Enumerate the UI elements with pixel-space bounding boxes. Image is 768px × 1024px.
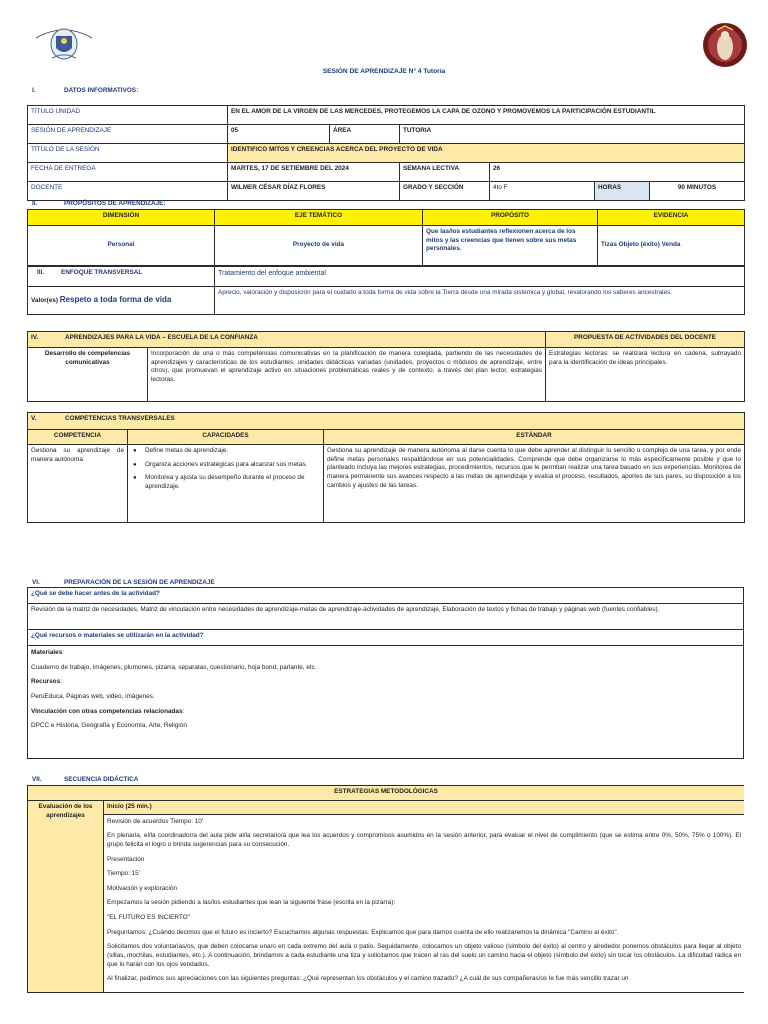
- horas-value: 90 MINUTOS: [650, 182, 745, 201]
- section-number: III.: [37, 269, 45, 276]
- col-header-estandar: ESTÁNDAR: [324, 430, 745, 445]
- section-3-heading: [28, 267, 215, 287]
- vinculacion-label: Vinculación con otras competencias relacionadas: [31, 707, 183, 715]
- competencias-table: [27, 412, 744, 523]
- section-number: II.: [32, 200, 38, 207]
- paragraph: Empezamos la sesión pidiendo a las/los estudiantes que lean la siguiente frase (escrita en la pizarra):: [107, 899, 396, 907]
- col-header-eje: EJE TEMÁTICO: [215, 210, 423, 226]
- section-number: VI.: [32, 579, 40, 586]
- valor-name: Respeto a toda forma de vida: [59, 295, 172, 305]
- col-header-competencia: COMPETENCIA: [28, 430, 128, 445]
- section-title: PROPÓSITOS DE APRENDIZAJE:: [64, 200, 166, 207]
- enfoque-table: [27, 266, 744, 315]
- section-4-heading: [28, 332, 546, 348]
- fecha-value: MARTES, 17 DE SETIEMBRE DEL 2024: [228, 163, 400, 182]
- section-number: I.: [32, 87, 36, 94]
- answer-2: Materiales: Cuaderno de trabajo, imágenes, plumones, pizarra, separatas, cuestionario, hoja bond, parlante, etc. Recursos: PerúEduca, Páginas web, video, imágenes. Vinculación con otras competencias relacionadas: DPCC e Historia, Geografía y Economía, Arte, Religión: [28, 646, 744, 759]
- section-number: IV.: [31, 334, 39, 341]
- materiales-label: Materiales: [31, 649, 63, 656]
- fecha-label: FECHA DE ENTREGA: [28, 163, 228, 182]
- section-number: V.: [31, 415, 37, 422]
- section-title: ENFOQUE TRANSVERSAL: [61, 269, 143, 276]
- paragraph: Solicitamos dos voluntarias/os, que deben colocarse una/o en cada extremo del aula o patio. Seguidamente, colocamos un objeto valioso (símbolo del éxito) al centro y alrededor ponemos obstáculos para llegar al objeto (sillas, mochilas, estudiantes, etc.). A continuación, brindamos a cada estudiante una tiza y solicitamos que tracen al ras del suelo un camino hacia el objeto (símbolo del éxito) sin tocar los obstáculos. La dificultad radica en que lo harán con los ojos vendados.: [107, 943, 742, 968]
- horas-label: HORAS: [595, 182, 650, 201]
- docente-label: DOCENTE: [28, 182, 228, 201]
- question-2: ¿Qué recursos o materiales se utilizarán en la actividad?: [28, 630, 744, 646]
- evidencia-cell: Tizas Objeto (éxito) Venda: [598, 226, 745, 266]
- aprendizaje-description: Incorporación de una o más competencias comunicativas en la planificación de manera colegiada, partiendo de las necesidades de aprendizajes y características de los estudiantes, unidades didácticas variadas (unidades, proyectos o módulos de aprendizaje, entre otros), que promuevan el aprendizaje activo en situaciones problemáticas reales y de contexto, a través del plan lector, estrategias lectoras.: [148, 348, 546, 402]
- paragraph: Preguntamos: ¿Cuándo decimos que el futuro es incierto? Escuchamos algunas respuestas. Explicamos que para darnos cuenta de ello realizaremos la dinámica "Camino al éxito".: [107, 928, 619, 936]
- titulo-unidad-label: TÍTULO UNIDAD: [28, 106, 228, 125]
- paragraph: En plenaria, el/la coordinador/a del aula pide al/la secretario/a que lea los acuerdos y compromisos asumidos en la sesión anterior, para evaluar el nivel de cumplimiento (que se estima entre 0%, 50%, 75% o 100%). El grupo felicita el logro o brinda sugerencias para su consecución.: [107, 832, 742, 848]
- aprendizajes-table: [27, 331, 744, 402]
- paragraph: "EL FUTURO ES INCIERTO": [107, 914, 190, 922]
- recursos-value: PerúEduca, Páginas web, video, imágenes.: [31, 692, 155, 700]
- virgin-emblem-logo: [702, 22, 748, 68]
- inicio-label: Inicio (25 min.): [104, 801, 745, 815]
- eje-cell: Proyecto de vida: [215, 226, 423, 266]
- section-title: DATOS INFORMATIVOS:: [64, 87, 139, 94]
- section-title: SECUENCIA DIDÁCTICA: [64, 776, 139, 783]
- list-item: ● Define metas de aprendizaje.: [131, 447, 320, 456]
- paragraph: Revisión de acuerdos Tiempo: 10': [107, 817, 204, 825]
- list-item: ● Monitorea y ajusta su desempeño durante el proceso de aprendizaje.: [131, 474, 320, 491]
- paragraph: Tiempo: 15': [107, 870, 140, 878]
- preparacion-table: [27, 587, 744, 759]
- estrategias-header: ESTRATEGIAS METODOLÓGICAS: [28, 786, 745, 801]
- col-header-evidencia: EVIDENCIA: [598, 210, 745, 226]
- section-title: APRENDIZAJES PARA LA VIDA – ESCUELA DE LA CONFIANZA: [65, 334, 258, 341]
- col-header-proposito: PROPÓSITO: [423, 210, 598, 226]
- section-2-heading: [32, 200, 166, 209]
- area-value: TUTORIA: [400, 125, 745, 144]
- col-header-dimension: DIMENSIÓN: [28, 210, 215, 226]
- vinculacion-value: DPCC e Historia, Geografía y Economía, Arte, Religión: [31, 722, 187, 730]
- section-title: PREPARACIÓN DE LA SESIÓN DE APRENDIZAJE: [64, 579, 215, 586]
- list-item: ● Organiza acciones estratégicas para alcanzar sus metas.: [131, 461, 320, 470]
- semana-value: 26: [490, 163, 745, 182]
- area-label: ÁREA: [330, 125, 400, 144]
- evaluacion-cell: Evaluación de los aprendizajes: [28, 801, 104, 993]
- sesion-label: SESIÓN DE APRENDIZAJE: [28, 125, 228, 144]
- materiales-value: Cuaderno de trabajo, imágenes, plumones, pizarra, separatas, cuestionario, hoja bond, parlante, etc.: [31, 663, 317, 671]
- recursos-label: Recursos: [31, 678, 61, 686]
- section-1-heading: [32, 87, 138, 96]
- question-1: ¿Qué se debe hacer antes de la actividad?: [28, 588, 744, 604]
- section-5-heading: [28, 413, 745, 430]
- titulo-sesion-label: TÍTULO DE LA SESIÓN: [28, 144, 228, 163]
- school-crest-logo: [30, 20, 98, 64]
- competencia-cell: Desarrollo de competencias comunicativas: [28, 348, 148, 402]
- propuesta-heading: PROPUESTA DE ACTIVIDADES DEL DOCENTE: [546, 332, 745, 348]
- section-number: VII.: [32, 776, 42, 783]
- docente-value: WILMER CÉSAR DÍAZ FLORES: [228, 182, 400, 201]
- valor-label: Valor(es): [31, 297, 58, 305]
- competencia-cell: Gestiona su aprendizaje de manera autónoma: [28, 445, 128, 523]
- inicio-content: [104, 814, 745, 992]
- page-title: SESIÓN DE APRENDIZAJE N° 4 Tutoría: [322, 68, 446, 75]
- propuesta-cell: Estrategias lectoras: se realizará lectura en cadena, subrayado para la identificación de ideas principales.: [546, 348, 745, 402]
- titulo-sesion-value: IDENTIFICO MITOS Y CREENCIAS ACERCA DEL PROYECTO DE VIDA: [228, 144, 745, 163]
- estandar-cell: Gestiona su aprendizaje de manera autónoma al darse cuenta lo que debe aprender al distinguir lo sencillo o complejo de una tarea, y por ende define metas personales respaldándose en sus potencialidades. Comprende que debe organizarse lo más específicamente posible y que lo planteado incluya las mejores estrategias, procedimientos, recursos que le permitan realizar una tarea basado en sus experiencias. Monitorea de manera permanente sus avances respecto a las metas de aprendizaje y evalúa el proceso, resultados, aportes de sus pares, su disposición a los cambios y ajustes de las tareas.: [324, 445, 745, 523]
- capacidades-cell: [128, 445, 324, 523]
- virgin-mary-emblem-icon: [702, 22, 748, 68]
- grado-value: 4to F: [490, 182, 595, 201]
- section-7-heading: [32, 776, 138, 785]
- paragraph: Al finalizar, pedimos sus apreciaciones con las siguientes preguntas: ¿Qué representan los obstáculos y el camino trazado? ¿A cuál de sus compañeras/os le fue más sencillo trazar un: [107, 975, 629, 983]
- section-title: COMPETENCIAS TRANSVERSALES: [65, 415, 175, 422]
- proposito-cell: Que las/los estudiantes reflexionen acerca de los mitos y las creencias que tienen sobre sus metas personales.: [423, 226, 598, 266]
- valor-description: Aprecio, valoración y disposición para el cuidado a toda forma de vida sobre la Tierra desde una mirada sistémica y global, revalorando los saberes ancestrales.: [215, 287, 745, 315]
- propositos-table: [27, 209, 744, 266]
- dimension-cell: Personal: [28, 226, 215, 266]
- valor-cell: [28, 287, 215, 315]
- titulo-unidad-value: EN EL AMOR DE LA VIRGEN DE LAS MERCEDES, PROTEGEMOS LA CAPA DE OZONO Y PROMOVEMOS LA PARTICIPACIÓN ESTUDIANTIL: [228, 106, 745, 125]
- grado-label: GRADO Y SECCIÓN: [400, 182, 490, 201]
- capacidades-list: [131, 447, 320, 492]
- school-crest-icon: [30, 20, 98, 64]
- paragraph: Motivación y exploración: [107, 884, 177, 892]
- col-header-capacidades: CAPACIDADES: [128, 430, 324, 445]
- sesion-value: 05: [228, 125, 330, 144]
- secuencia-table: [27, 785, 744, 1024]
- datos-informativos-table: [27, 105, 744, 201]
- paragraph: Presentación: [107, 855, 145, 863]
- semana-label: SEMANA LECTIVA: [400, 163, 490, 182]
- answer-1: Revisión de la matriz de necesidades, Matriz de vinculación entre necesidades de aprendizaje-metas de aprendizaje-actividades de aprendizaje, Elaboración de textos y fichas de trabajo y páginas web (fuentes confiables).: [28, 604, 744, 630]
- enfoque-value: Tratamiento del enfoque ambiental: [215, 267, 745, 287]
